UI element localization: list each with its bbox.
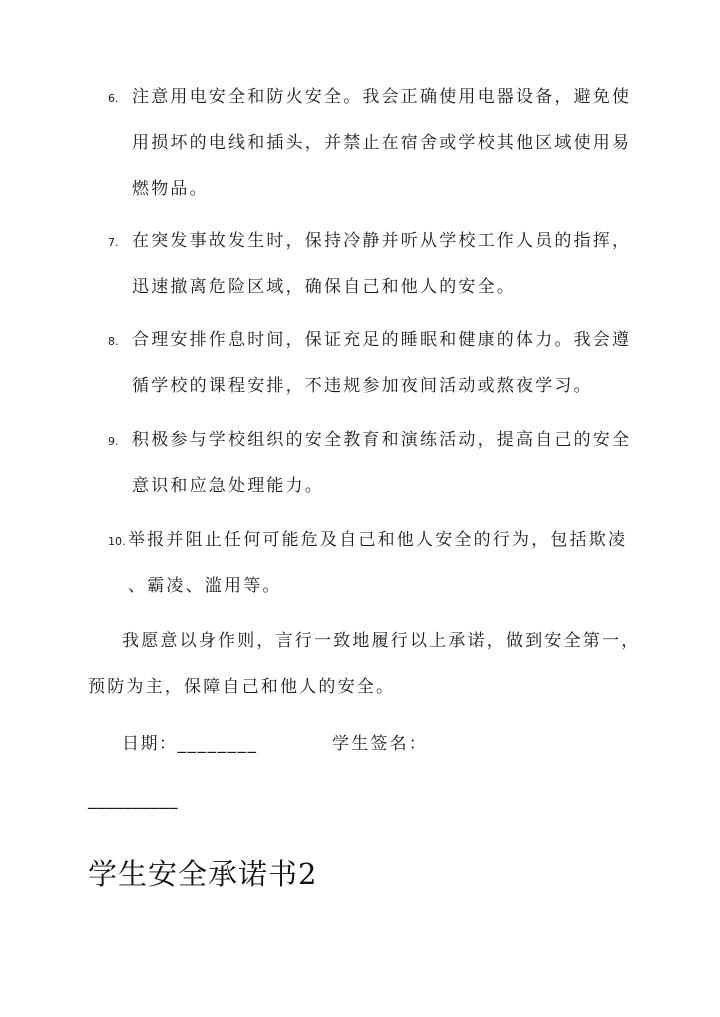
item-text-line: 举报并阻止任何可能危及自己和他人安全的行为，包括欺凌 — [128, 530, 628, 550]
item-text-line: 迅速撤离危险区域，确保自己和他人的安全。 — [132, 277, 516, 297]
item-number: 10. — [108, 535, 126, 548]
item-text-line: 意识和应急处理能力。 — [132, 476, 324, 496]
item-text-line: 在突发事故发生时，保持冷静并听从学校工作人员的指挥， — [132, 231, 632, 251]
closing-paragraph-line: 我愿意以身作则，言行一致地履行以上承诺，做到安全第一， — [122, 631, 641, 651]
item-number: 6. — [108, 92, 119, 105]
document-title: 学生安全承诺书2 — [88, 857, 318, 891]
item-number: 9. — [108, 435, 119, 448]
date-field: 日期：________ — [122, 734, 258, 754]
item-text-line: 注意用电安全和防火安全。我会正确使用电器设备，避免使 — [132, 87, 632, 107]
signature-underline: __________ — [88, 790, 178, 810]
item-number: 7. — [108, 236, 119, 249]
item-text-line: 燃物品。 — [132, 179, 209, 199]
item-text-line: 循学校的课程安排，不违规参加夜间活动或熬夜学习。 — [132, 376, 593, 396]
item-text-line: 用损坏的电线和插头，并禁止在宿舍或学校其他区域使用易 — [132, 133, 632, 153]
item-text-line: 积极参与学校组织的安全教育和演练活动，提高自己的安全 — [132, 430, 632, 450]
student-signature-label: 学生签名： — [332, 734, 428, 754]
item-text-line: 、霸凌、滥用等。 — [128, 576, 282, 596]
closing-paragraph-line: 预防为主，保障自己和他人的安全。 — [88, 677, 396, 697]
item-text-line: 合理安排作息时间，保证充足的睡眠和健康的体力。我会遵 — [132, 330, 632, 350]
item-number: 8. — [108, 335, 119, 348]
